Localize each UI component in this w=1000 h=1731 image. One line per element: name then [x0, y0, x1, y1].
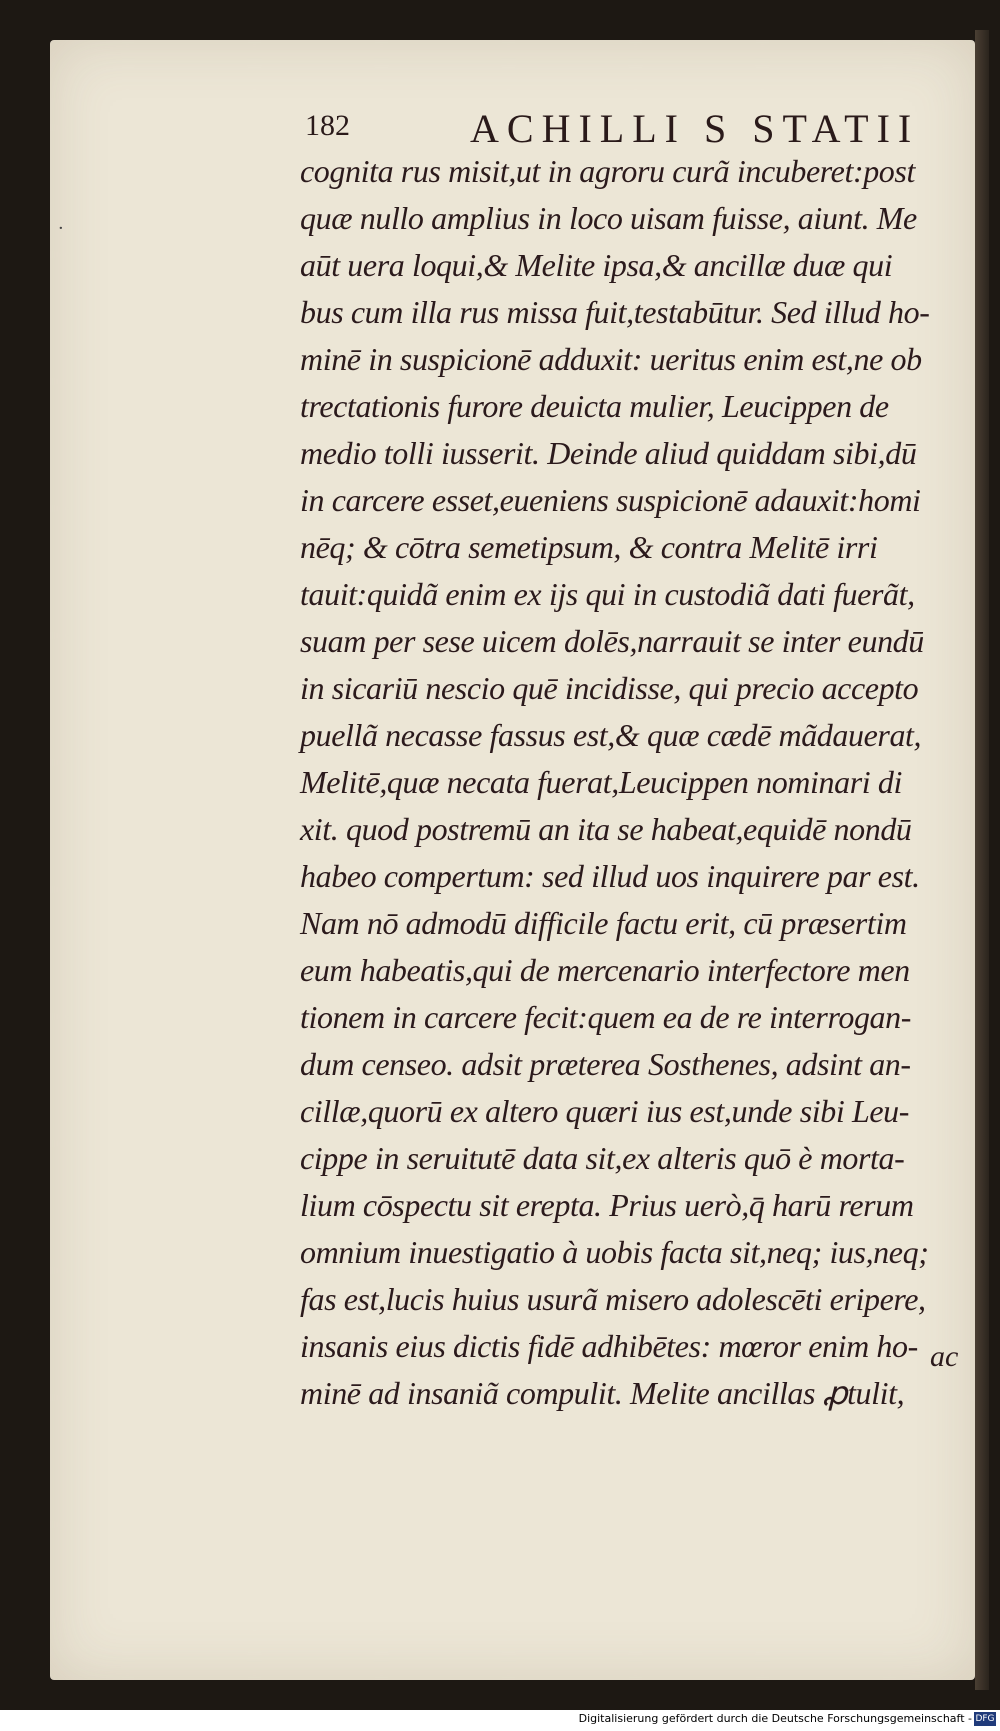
text-line: bus cum illa rus missa fuit,testabūtur. Sed illud ho-	[300, 294, 930, 330]
text-line: cippe in seruitutē data sit,ex alteris quō è morta-	[300, 1140, 905, 1176]
text-line: suam per sese uicem dolēs,narrauit se inter eundū	[300, 623, 924, 659]
text-line: Nam nō admodū difficile factu erit, cū præsertim	[300, 905, 907, 941]
text-line: minē in suspicionē adduxit: ueritus enim est,ne ob	[300, 341, 922, 377]
dfg-logo: DFG	[975, 1714, 995, 1724]
text-line: puellã necasse fassus est,& quæ cædē mãdauerat,	[300, 717, 922, 753]
text-line: xit. quod postremū an ita se habeat,equidē nondū	[300, 811, 912, 847]
text-line: nēq; & cōtra semetipsum, & contra Melitē irri	[300, 529, 878, 565]
text-line: cillæ,quorū ex altero quæri ius est,unde sibi Leu-	[300, 1093, 910, 1129]
text-line: habeo compertum: sed illud uos inquirere par est.	[300, 858, 920, 894]
text-line: trectationis furore deuicta mulier, Leucippen de	[300, 388, 889, 424]
text-line: omnium inuestigatio à uobis facta sit,neq; ius,neq;	[300, 1234, 929, 1270]
text-line: in carcere esset,eueniens suspicionē adauxit:homi	[300, 482, 921, 518]
text-line: Melitē,quæ necata fuerat,Leucippen nominari di	[300, 764, 902, 800]
text-line: tionem in carcere fecit:quem ea de re interrogan-	[300, 999, 912, 1035]
text-line: tauit:quidã enim ex ijs qui in custodiã dati fuerãt,	[300, 576, 915, 612]
text-line: eum habeatis,qui de mercenario interfectore men	[300, 952, 910, 988]
page-edge	[975, 30, 989, 1690]
text-line: insanis eius dictis fidē adhibētes: mœror enim ho-	[300, 1328, 918, 1364]
text-line: minē ad insaniã compulit. Melite ancillas ꝓtulit,	[300, 1375, 905, 1411]
folio-number: 182	[305, 109, 350, 142]
catchword: ac	[930, 1340, 959, 1373]
text-line: medio tolli iusserit. Deinde aliud quiddam sibi,dū	[300, 435, 917, 471]
text-line: dum censeo. adsit præterea Sosthenes, adsint an-	[300, 1046, 911, 1082]
text-line: quæ nullo amplius in loco uisam fuisse, aiunt. Me	[300, 200, 917, 236]
body-text	[300, 148, 970, 1417]
text-line: lium cōspectu sit erepta. Prius uerò,q̄ harū rerum	[300, 1187, 914, 1223]
funding-credit: Digitalisierung gefördert durch die Deutsche Forschungsgemeinschaft -	[578, 1712, 972, 1725]
running-title: ACHILLI S STATII	[470, 106, 920, 151]
text-line: cognita rus misit,ut in agroru curã incuberet:post	[300, 153, 915, 189]
text-line: aūt uera loqui,& Melite ipsa,& ancillæ duæ qui	[300, 247, 893, 283]
text-line: fas est,lucis huius usurã misero adolescēti eripere,	[300, 1281, 926, 1317]
text-line: in sicariū nescio quē incidisse, qui precio accepto	[300, 670, 919, 706]
margin-mark: ·	[58, 218, 64, 239]
